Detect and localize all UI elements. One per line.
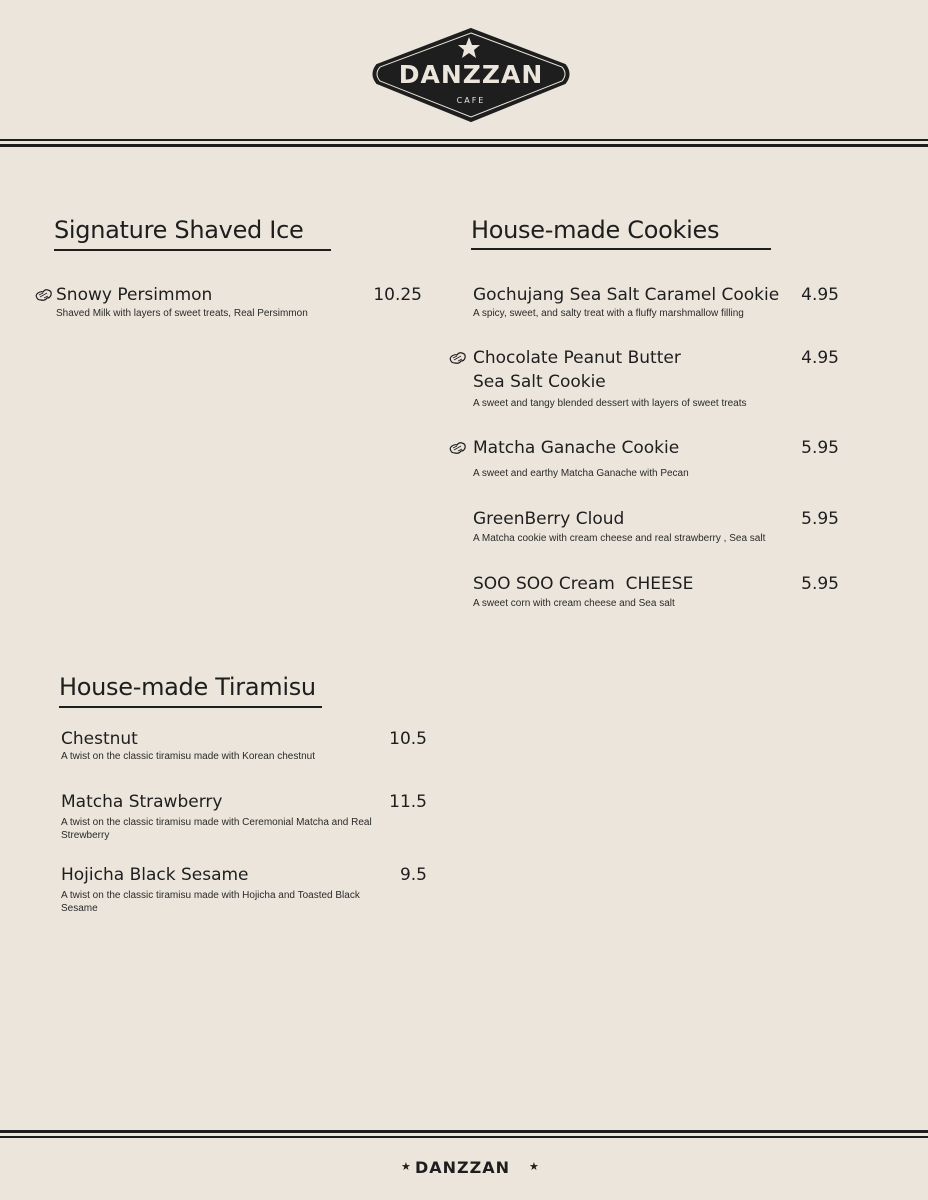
peanut-icon [448,351,468,365]
section-title: House-made Tiramisu [59,673,316,701]
item-name: Hojicha Black Sesame [61,865,249,885]
item-description: A twist on the classic tiramisu made with Korean chestnut [61,751,316,762]
item-price: 10.5 [389,729,427,749]
item-name: Matcha Strawberry [61,792,223,812]
item-description: A sweet corn with cream cheese and Sea salt [473,598,675,609]
brand-logo [369,27,573,123]
item-name: Matcha Ganache Cookie [473,438,680,458]
section-underline [54,249,331,251]
peanut-icon [448,441,468,455]
item-price: 4.95 [801,348,839,368]
section-title: House-made Cookies [471,216,720,244]
item-name-line2: Sea Salt Cookie [473,372,606,392]
footer-rule-thin [0,1136,928,1138]
peanut-icon [34,288,54,302]
footer-rule-thick [0,1130,928,1133]
item-price: 4.95 [801,285,839,305]
item-name: SOO SOO Cream CHEESE [473,574,694,594]
item-description: A Matcha cookie with cream cheese and real strawberry , Sea salt [473,533,766,544]
footer-wordmark: DANZZAN [415,1158,511,1177]
item-description: A sweet and earthy Matcha Ganache with Pecan [473,468,689,479]
item-price: 11.5 [389,792,427,812]
item-name: GreenBerry Cloud [473,509,625,529]
logo-subtitle: CAFE [456,96,486,105]
item-description: A twist on the classic tiramisu made with Ceremonial Matcha and Real Strewberry [61,817,372,841]
header-rule-thin [0,139,928,141]
item-name: Snowy Persimmon [56,285,213,305]
item-price: 9.5 [399,865,427,885]
item-name-line1: Chocolate Peanut Butter [473,348,681,368]
section-title: Signature Shaved Ice [54,216,304,244]
item-price: 5.95 [801,574,839,594]
item-price: 5.95 [801,438,839,458]
footer-logo [401,1158,541,1180]
item-name: Chestnut [61,729,138,749]
section-underline [59,706,322,708]
item-price: 5.95 [801,509,839,529]
item-description: A twist on the classic tiramisu made with Hojicha and Toasted Black Sesame [61,890,360,914]
section-underline [471,248,771,250]
item-description: Shaved Milk with layers of sweet treats, Real Persimmon [56,308,308,319]
item-description: A spicy, sweet, and salty treat with a fluffy marshmallow filling [473,308,744,319]
star-icon: ★ [529,1161,539,1173]
star-icon: ★ [401,1161,411,1173]
item-price: 10.25 [373,285,422,305]
logo-wordmark: DANZZAN [398,60,544,89]
item-name: Gochujang Sea Salt Caramel Cookie [473,285,780,305]
item-description: A sweet and tangy blended dessert with layers of sweet treats [473,398,747,409]
header-rule-thick [0,144,928,147]
